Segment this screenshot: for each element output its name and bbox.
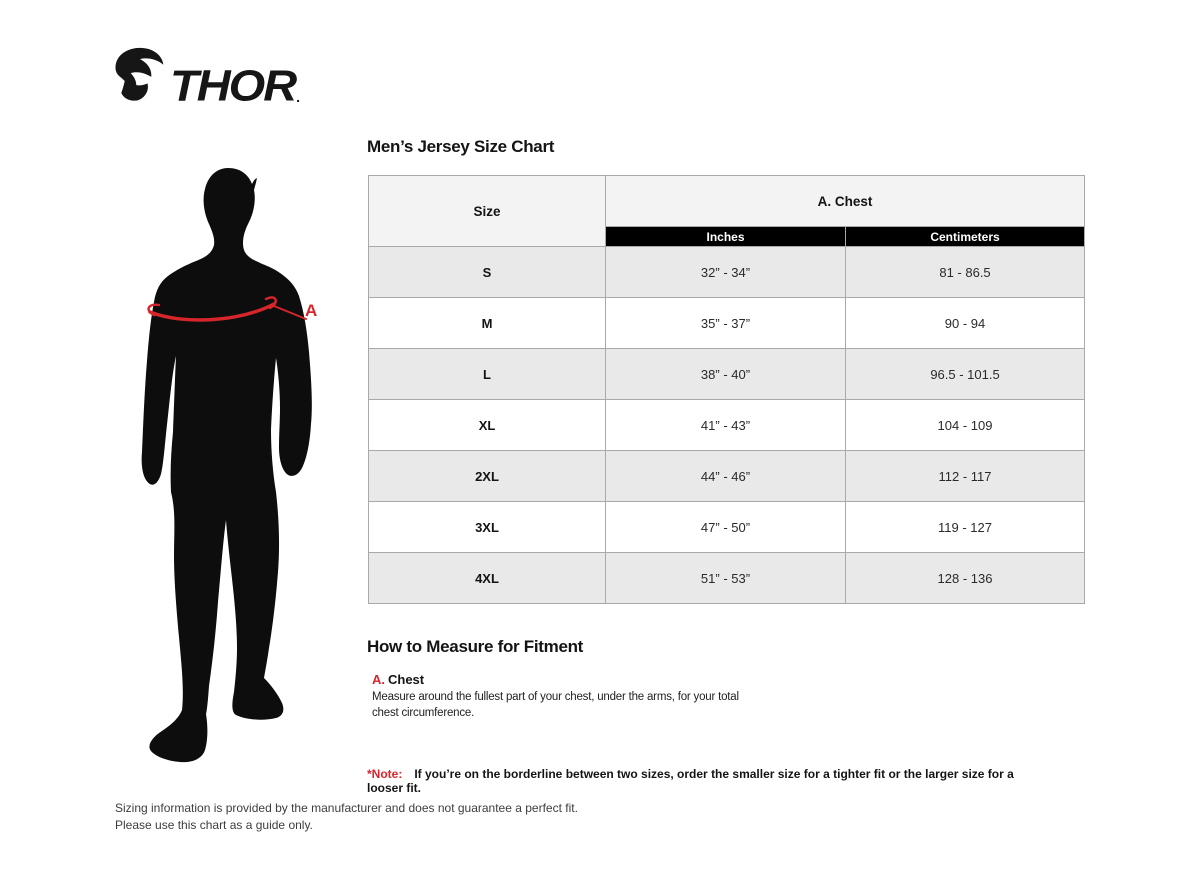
table-row xyxy=(369,553,1085,604)
cm-value: 90 - 94 xyxy=(846,298,1085,349)
inches-value: 41” - 43” xyxy=(606,400,846,451)
size-value: 2XL xyxy=(369,451,606,502)
thor-logo xyxy=(112,46,301,110)
inches-value: 51” - 53” xyxy=(606,553,846,604)
thor-logo-text: THOR xyxy=(170,61,296,110)
cm-value: 112 - 117 xyxy=(846,451,1085,502)
disclaimer-line-2: Please use this chart as a guide only. xyxy=(115,818,313,833)
man-silhouette-icon xyxy=(128,162,343,772)
note-label: *Note: xyxy=(367,767,403,781)
size-value: S xyxy=(369,247,606,298)
cm-value: 119 - 127 xyxy=(846,502,1085,553)
cm-value: 96.5 - 101.5 xyxy=(846,349,1085,400)
table-row xyxy=(369,298,1085,349)
cm-value: 128 - 136 xyxy=(846,553,1085,604)
table-row xyxy=(369,349,1085,400)
cm-value: 104 - 109 xyxy=(846,400,1085,451)
thor-ram-icon xyxy=(112,46,168,104)
size-table xyxy=(368,175,1085,604)
col-header-size: Size xyxy=(369,176,606,247)
disclaimer xyxy=(115,800,578,835)
measure-item-name: Chest xyxy=(388,672,425,687)
chest-measure-label: A xyxy=(305,301,318,320)
note-text: If you’re on the borderline between two sizes, order the smaller size for a tighter fit or the larger size for a looser fit. xyxy=(367,767,1014,795)
col-header-chest: A. Chest xyxy=(606,176,1085,227)
col-header-centimeters: Centimeters xyxy=(846,227,1085,247)
cm-value: 81 - 86.5 xyxy=(846,247,1085,298)
inches-value: 32” - 34” xyxy=(606,247,846,298)
measure-item-letter: A. xyxy=(372,672,385,687)
table-row xyxy=(369,247,1085,298)
col-header-inches: Inches xyxy=(606,227,846,247)
inches-value: 47” - 50” xyxy=(606,502,846,553)
measure-item-chest xyxy=(372,672,752,721)
inches-value: 35” - 37” xyxy=(606,298,846,349)
table-row xyxy=(369,502,1085,553)
inches-value: 44” - 46” xyxy=(606,451,846,502)
measure-item-heading xyxy=(372,672,752,687)
table-header-row xyxy=(369,176,1085,227)
table-row xyxy=(369,400,1085,451)
size-chart-title: Men’s Jersey Size Chart xyxy=(367,137,555,156)
size-value: 4XL xyxy=(369,553,606,604)
sizing-note xyxy=(367,767,1047,795)
body-silhouette-figure xyxy=(128,162,343,772)
disclaimer-line-1: Sizing information is provided by the manufacturer and does not guarantee a perfect fit. xyxy=(115,801,578,815)
table-row xyxy=(369,451,1085,502)
size-value: L xyxy=(369,349,606,400)
size-value: M xyxy=(369,298,606,349)
size-value: 3XL xyxy=(369,502,606,553)
howto-title: How to Measure for Fitment xyxy=(367,637,584,656)
thor-logo-mark: . xyxy=(296,89,301,105)
size-value: XL xyxy=(369,400,606,451)
measure-item-description: Measure around the fullest part of your chest, under the arms, for your total chest circumference. xyxy=(372,691,739,719)
inches-value: 38” - 40” xyxy=(606,349,846,400)
